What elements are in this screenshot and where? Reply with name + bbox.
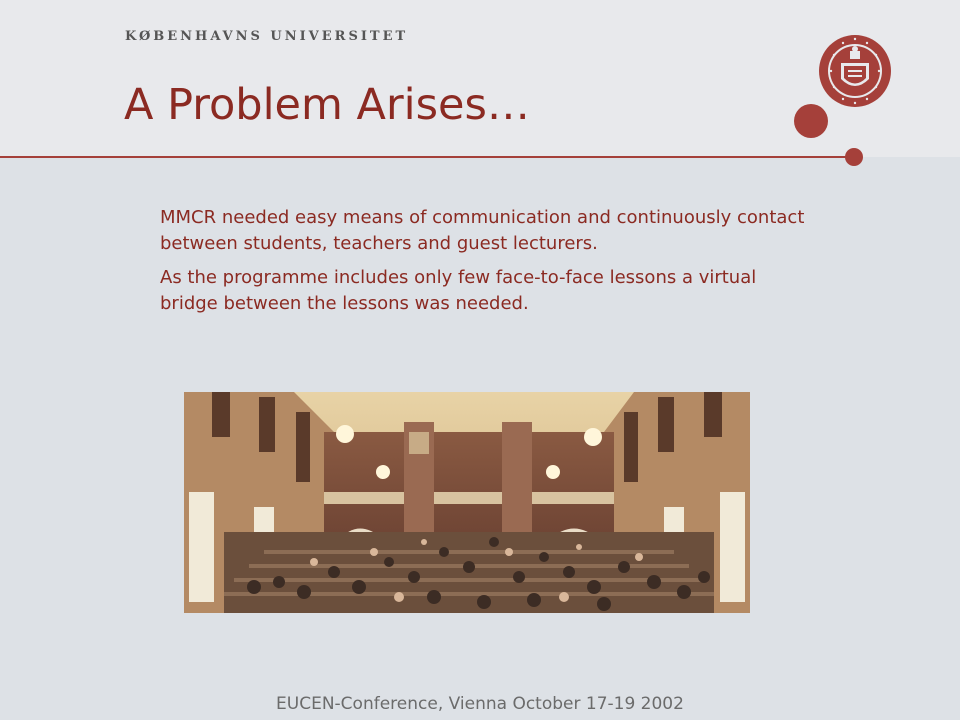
decorative-dot-large — [794, 104, 828, 138]
lecture-hall-photo — [184, 392, 750, 613]
paragraph-virtual-bridge: As the programme includes only few face-to-face lessons a virtual bridge between the lessons was needed. — [160, 267, 757, 314]
footer-conference-info: EUCEN-Conference, Vienna October 17-19 2002 — [276, 694, 684, 714]
slide-body — [160, 205, 810, 325]
slide-title: A Problem Arises… — [124, 80, 530, 130]
decorative-dot-small — [845, 148, 863, 166]
header-divider — [0, 156, 850, 158]
university-seal-icon — [817, 33, 893, 109]
university-name: KØBENHAVNS UNIVERSITET — [125, 29, 409, 44]
paragraph-communication: MMCR needed easy means of communication and continuously contact between students, teachers and guest lecturers. — [160, 207, 805, 254]
